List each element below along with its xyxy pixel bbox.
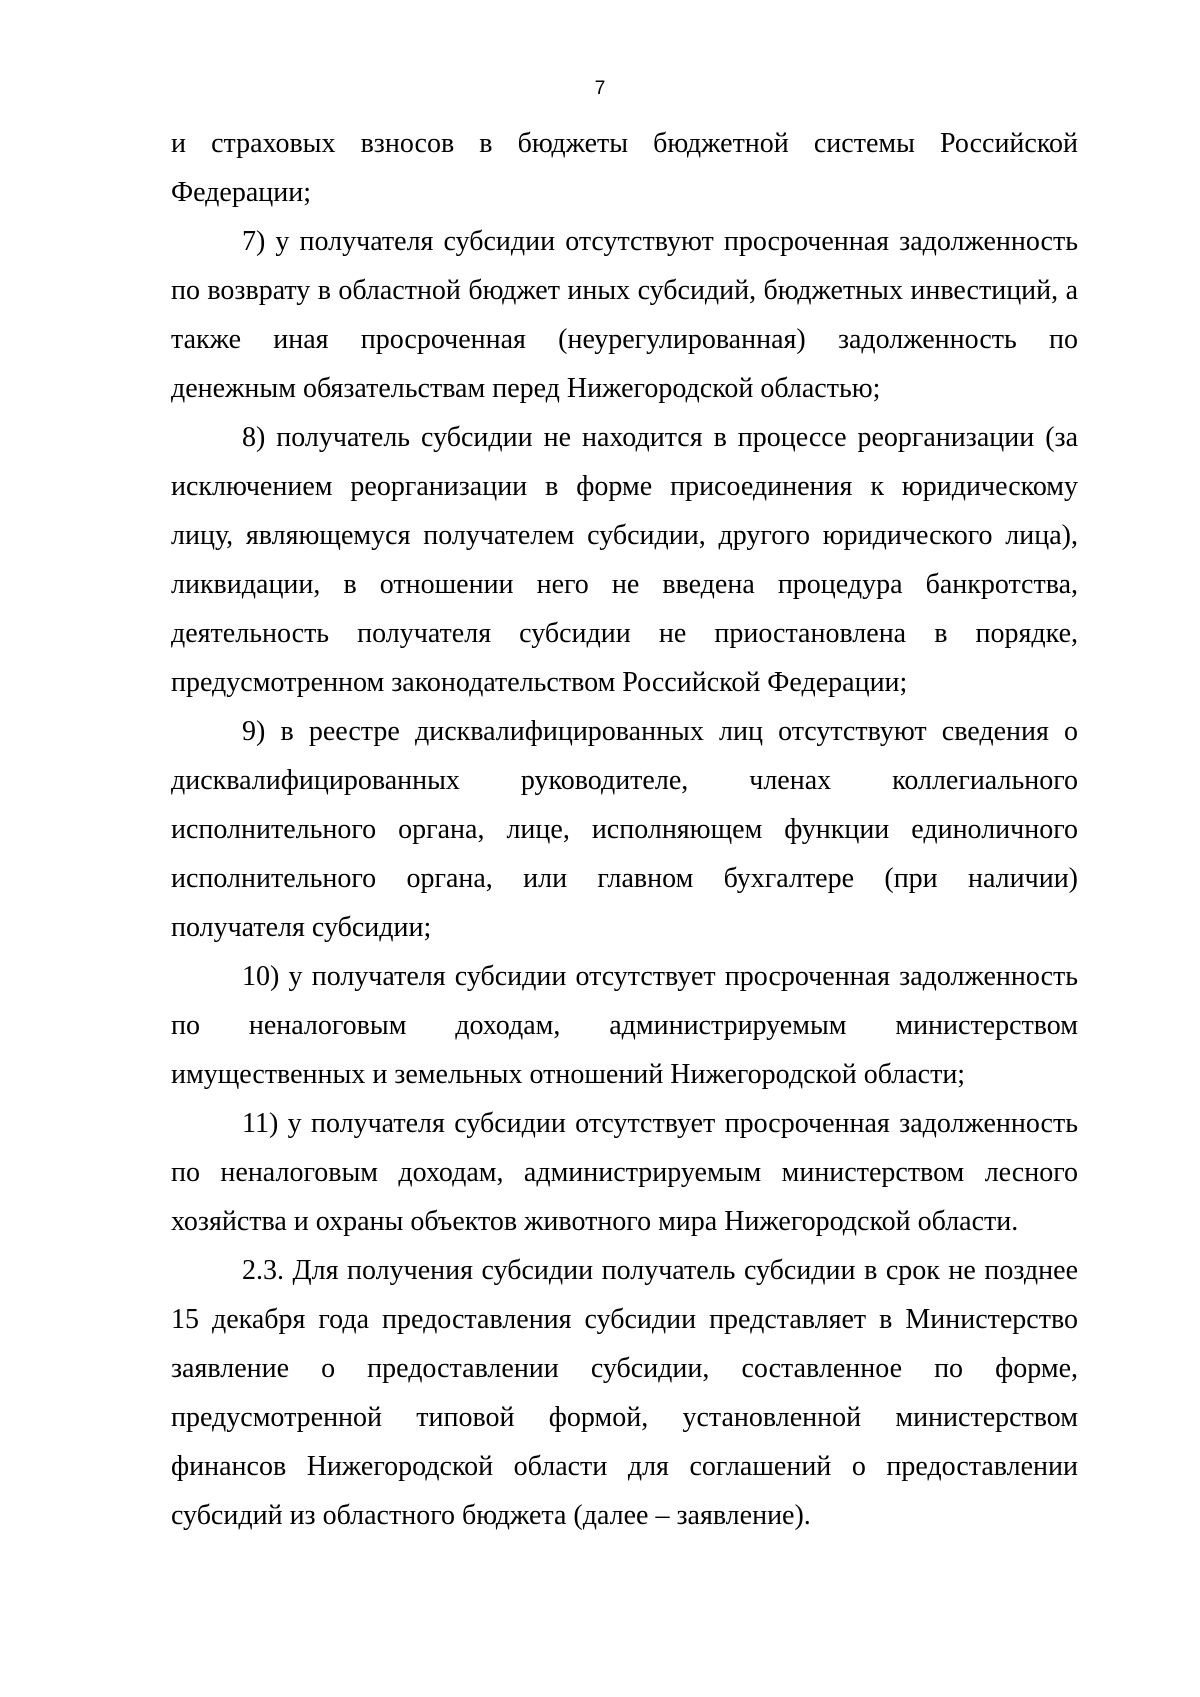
page-number: 7 [594, 78, 606, 99]
paragraph-item-11: 11) у получателя субсидии отсутствует просроченная задолженность по неналоговым доходам, администрируемым министерством лесного хозяйства и охраны объектов животного мира Нижегородской области. [171, 1108, 1078, 1237]
paragraph-item-9: 9) в реестре дисквалифицированных лиц отсутствуют сведения о дисквалифицированных руководителе, членах коллегиального исполнительного органа, лице, исполняющем функции единоличного исполнительного органа, или главном бухгалтере (при наличии) получателя субсидии; [171, 716, 1078, 943]
paragraph-continuation: и страховых взносов в бюджеты бюджетной системы Российской Федерации; [171, 128, 1078, 208]
document-body [171, 119, 1078, 1540]
paragraph-item-8: 8) получатель субсидии не находится в процессе реорганизации (за исключением реорганизации в форме присоединения к юридическому лицу, являющемуся получателем субсидии, другого юридического лица), ликвидации, в отношении него не введена процедура банкротства, деятельность получателя субсидии не приостановлена в порядке, предусмотренном законодательством Российской Федерации; [171, 422, 1078, 698]
paragraph-section-2-3: 2.3. Для получения субсидии получатель субсидии в срок не позднее 15 декабря года предоставления субсидии представляет в Министерство заявление о предоставлении субсидии, составленное по форме, предусмотренной типовой формой, установленной министерством финансов Нижегородской области для соглашений о предоставлении субсидий из областного бюджета (далее – заявление). [171, 1255, 1078, 1531]
paragraph-item-7: 7) у получателя субсидии отсутствуют просроченная задолженность по возврату в областной бюджет иных субсидий, бюджетных инвестиций, а также иная просроченная (неурегулированная) задолженность по денежным обязательствам перед Нижегородской областью; [171, 226, 1078, 404]
paragraph-item-10: 10) у получателя субсидии отсутствует просроченная задолженность по неналоговым доходам, администрируемым министерством имущественных и земельных отношений Нижегородской области; [171, 961, 1078, 1090]
